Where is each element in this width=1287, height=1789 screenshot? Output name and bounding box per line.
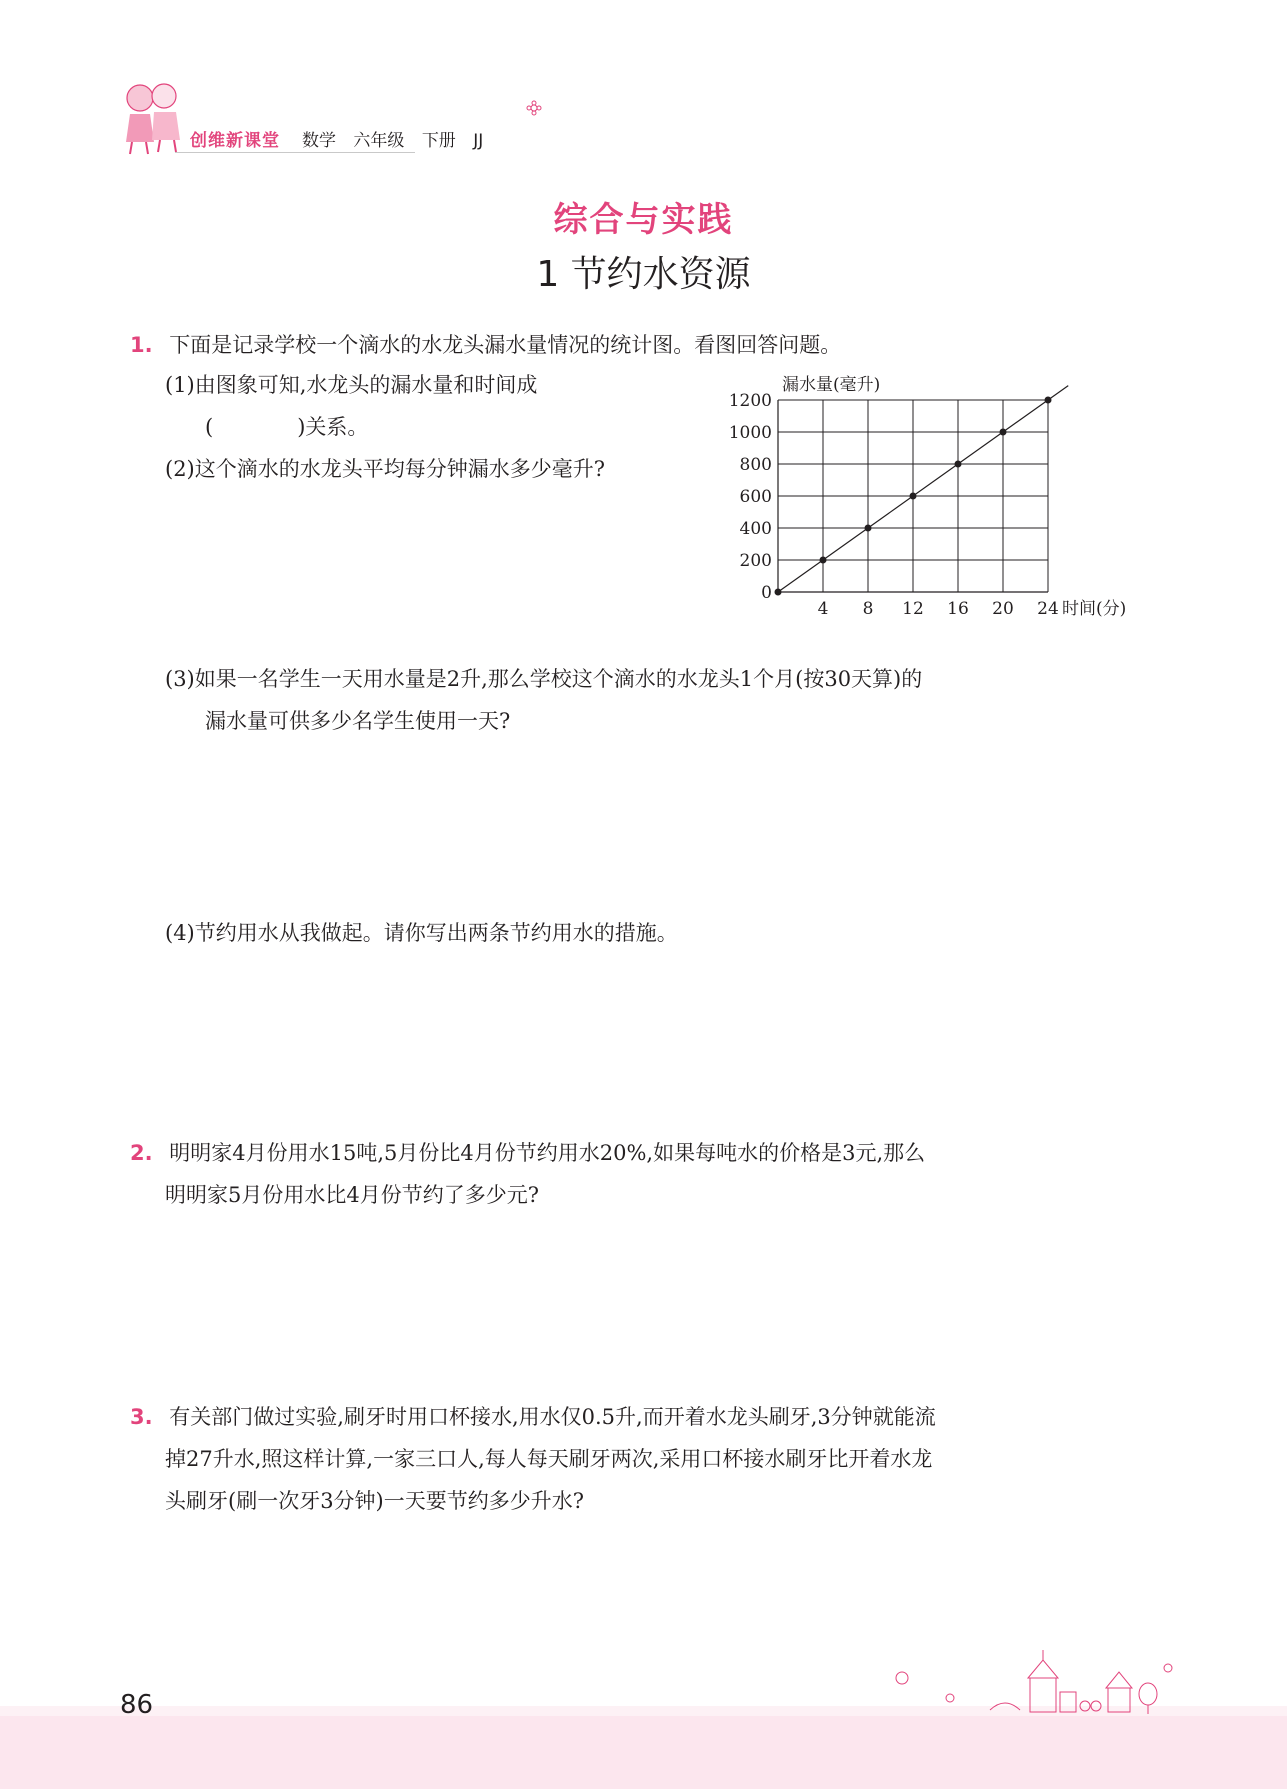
q3-line3: 头刷牙(刷一次牙3分钟)一天要节约多少升水? [165, 1489, 585, 1513]
data-point [865, 525, 872, 532]
x-tick-label: 4 [817, 599, 829, 619]
q1-stem-text: 下面是记录学校一个滴水的水龙头漏水量情况的统计图。看图回答问题。 [169, 333, 842, 357]
section-title: 综合与实践 [553, 200, 734, 240]
header-divider [175, 152, 415, 153]
q2-line1 [130, 1132, 925, 1174]
data-point [775, 589, 782, 596]
x-tick-label: 16 [947, 599, 969, 619]
data-point [955, 461, 962, 468]
q2-line1-text: 明明家4月份用水15吨,5月份比4月份节约用水20%,如果每吨水的价格是3元,那么 [169, 1141, 926, 1165]
q2-line2: 明明家5月份用水比4月份节约了多少元? [165, 1183, 539, 1207]
x-tick-label: 8 [862, 599, 874, 619]
x-axis-label: 时间(分) [1062, 599, 1127, 619]
q1-stem [130, 324, 841, 366]
q1-part4: (4)节约用水从我做起。请你写出两条节约用水的措施。 [165, 921, 678, 945]
header-grade: 六年级 [353, 131, 405, 151]
q2-number: 2. [130, 1141, 153, 1165]
q1-part2: (2)这个滴水的水龙头平均每分钟漏水多少毫升? [165, 457, 606, 481]
y-tick-label: 1000 [728, 423, 772, 443]
header-brand: 创维新课堂 [190, 131, 280, 151]
footer-band [0, 1716, 1287, 1789]
x-tick-label: 20 [992, 599, 1014, 619]
leak-chart [700, 370, 1170, 620]
flower-icon [526, 100, 542, 116]
q1-number: 1. [130, 333, 153, 357]
q3-line1-text: 有关部门做过实验,刷牙时用口杯接水,用水仅0.5升,而开着水龙头刷牙,3分钟就能流 [169, 1405, 936, 1429]
q1-part1-open: ( [205, 415, 214, 439]
data-point [910, 493, 917, 500]
q3-line2: 掉27升水,照这样计算,一家三口人,每人每天刷牙两次,采用口杯接水刷牙比开着水龙 [165, 1447, 933, 1471]
y-tick-label: 800 [739, 455, 772, 475]
q1-part3-line1: (3)如果一名学生一天用水量是2升,那么学校这个滴水的水龙头1个月(按30天算)的 [165, 667, 923, 691]
lesson-title: 1 节约水资源 [536, 254, 751, 295]
q1-part3-line2: 漏水量可供多少名学生使用一天? [205, 709, 511, 733]
header-volume: 下册 [421, 131, 456, 151]
q3-number: 3. [130, 1405, 153, 1429]
data-point [820, 557, 827, 564]
footer-castle-illustration [880, 1648, 1180, 1718]
data-point [1045, 397, 1052, 404]
y-tick-label: 600 [739, 487, 772, 507]
header-subject: 数学 [302, 131, 336, 151]
y-axis-label: 漏水量(毫升) [782, 375, 881, 395]
q3-line1 [130, 1396, 936, 1438]
header-cartoon-kids [118, 76, 188, 156]
y-tick-label: 0 [761, 583, 772, 603]
header-subject-line [302, 126, 495, 151]
y-tick-label: 200 [739, 551, 772, 571]
y-tick-label: 400 [739, 519, 772, 539]
data-point [1000, 429, 1007, 436]
x-tick-label: 24 [1037, 599, 1059, 619]
y-tick-label: 1200 [728, 391, 772, 411]
x-tick-label: 12 [902, 599, 924, 619]
q1-part1-line2 [205, 406, 368, 448]
q1-part1-line1: (1)由图象可知,水龙头的漏水量和时间成 [165, 373, 538, 397]
header-edition: JJ [473, 131, 484, 151]
page-number: 86 [120, 1690, 154, 1720]
q1-part1-close: )关系。 [297, 415, 369, 439]
